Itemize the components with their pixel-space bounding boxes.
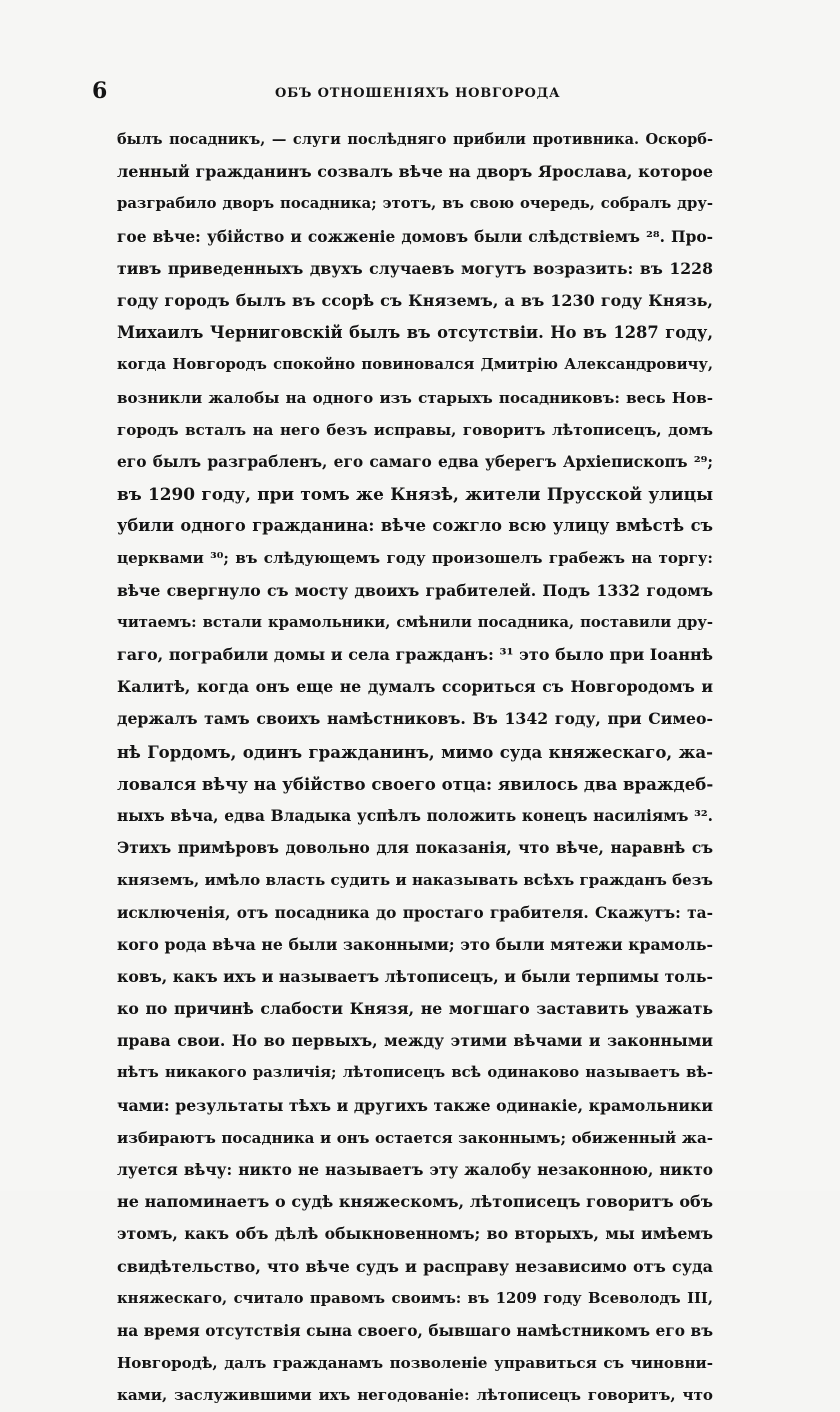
text-line: нѣ Гордомъ, одинъ гражданинъ, мимо суда княжескаго, жа-: [117, 741, 713, 762]
text-line: убили одного гражданина: вѣче сожгло всю улицу вмѣстѣ съ: [117, 516, 713, 536]
page-number: 6: [92, 78, 108, 104]
text-line: Новгородѣ, далъ гражданамъ позволеніе управиться съ чиновни-: [117, 1354, 713, 1373]
text-line: въ 1290 году, при томъ же Князѣ, жители Прусской улицы: [117, 484, 713, 505]
text-line: читаемъ: встали крамольники, смѣнили посадника, поставили дру-: [117, 613, 713, 631]
text-line: ленный гражданинъ созвалъ вѣче на дворъ Ярослава, которое: [117, 162, 713, 182]
text-line: гое вѣче: убійство и сожженіе домовъ были слѣдствіемъ ²⁸. Про-: [117, 227, 713, 246]
text-line: чами: результаты тѣхъ и другихъ также одинакіе, крамольники: [117, 1095, 713, 1115]
text-line: ныхъ вѣча, едва Владыка успѣлъ положить конецъ насиліямъ ³².: [117, 806, 713, 825]
text-line: кого рода вѣча не были законными; это были мятежи крамоль-: [117, 934, 713, 954]
text-line: церквами ³⁰; въ слѣдующемъ году произошелъ грабежъ на торгу:: [117, 549, 713, 568]
text-line: возникли жалобы на одного изъ старыхъ посадниковъ: весь Нов-: [117, 388, 713, 407]
text-line: гаго, пограбили домы и села гражданъ: ³¹ это было при Іоаннѣ: [117, 645, 713, 664]
text-line: тивъ приведенныхъ двухъ случаевъ могутъ возразить: въ 1228: [117, 258, 713, 278]
text-line: не напоминаетъ о судѣ княжескомъ, лѣтописецъ говоритъ объ: [117, 1192, 713, 1212]
text-line: Калитѣ, когда онъ еще не думалъ ссориться съ Новгородомъ и: [117, 677, 713, 697]
text-line: Этихъ примѣровъ довольно для показанія, что вѣче, наравнѣ съ: [117, 839, 713, 858]
text-line: ковъ, какъ ихъ и называетъ лѣтописецъ, и были терпимы толь-: [117, 966, 713, 986]
text-line: этомъ, какъ объ дѣлѣ обыкновенномъ; во вторыхъ, мы имѣемъ: [117, 1224, 713, 1244]
text-line: княземъ, имѣло власть судить и наказывать всѣхъ гражданъ безъ: [117, 871, 713, 890]
text-line: права свои. Но во первыхъ, между этими вѣчами и законными: [117, 1031, 713, 1051]
text-line: на время отсутствія сына своего, бывшаго намѣстникомъ его въ: [117, 1321, 713, 1340]
text-line: нѣтъ никакого различія; лѣтописецъ всѣ одинаково называетъ вѣ-: [117, 1064, 713, 1082]
text-line: когда Новгородъ спокойно повиновался Дмитрію Александровичу,: [117, 356, 713, 374]
text-line: городъ всталъ на него безъ исправы, говоритъ лѣтописецъ, домъ: [117, 420, 713, 439]
text-line: держалъ тамъ своихъ намѣстниковъ. Въ 1342 году, при Симео-: [117, 709, 713, 729]
text-line: свидѣтельство, что вѣче судъ и расправу независимо отъ суда: [117, 1256, 713, 1276]
text-line: былъ посадникъ, — слуги послѣдняго прибили противника. Оскорб-: [117, 131, 713, 148]
running-title: ОБЪ ОТНОШЕНІЯХЪ НОВГОРОДА: [275, 86, 561, 101]
text-line: его былъ разграбленъ, его самаго едва уберегъ Архіепископъ ²⁹;: [117, 452, 713, 471]
text-line: ками, заслужившими ихъ негодованіе: лѣтописецъ говоритъ, что: [117, 1386, 713, 1405]
text-line: луется вѣчу: никто не называетъ эту жалобу незаконною, никто: [117, 1161, 713, 1179]
text-line: ко по причинѣ слабости Князя, не могшаго заставить уважать: [117, 999, 713, 1019]
text-line: исключенія, отъ посадника до простаго грабителя. Скажутъ: та-: [117, 903, 713, 922]
text-line: княжескаго, считало правомъ своимъ: въ 1209 году Всеволодъ III,: [117, 1289, 713, 1307]
text-line: ловался вѣчу на убійство своего отца: явилось два враждеб-: [117, 773, 713, 794]
text-line: году городъ былъ въ ссорѣ съ Княземъ, а въ 1230 году Князь,: [117, 290, 713, 310]
body-text: [117, 124, 713, 1412]
text-line: вѣче свергнуло съ мосту двоихъ грабителей. Подъ 1332 годомъ: [117, 580, 713, 600]
text-line: Михаилъ Черниговскій былъ въ отсутствіи. Но въ 1287 году,: [117, 323, 713, 343]
text-line: избираютъ посадника и онъ остается законнымъ; обиженный жа-: [117, 1128, 713, 1147]
text-line: разграбило дворъ посадника; этотъ, въ свою очередь, собралъ дру-: [117, 195, 713, 213]
